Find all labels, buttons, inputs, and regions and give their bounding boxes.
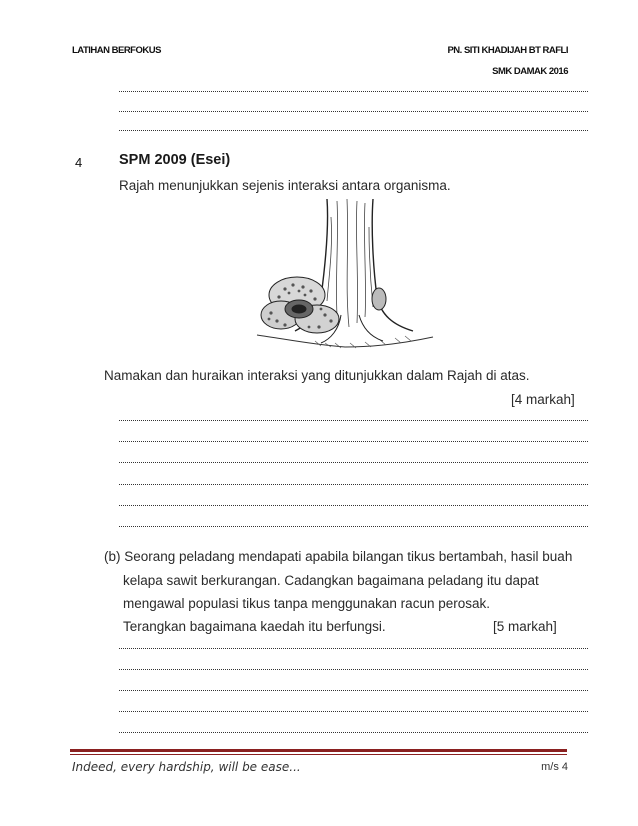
answer-line: [119, 690, 588, 691]
footer-rule-thin: [70, 754, 567, 755]
answer-line: [119, 441, 588, 442]
part-b-marks: [5 markah]: [493, 619, 557, 634]
part-a-prompt: Namakan dan huraikan interaksi yang ditunjukkan dalam Rajah di atas.: [104, 368, 530, 383]
answer-line: [119, 130, 588, 131]
part-b-line2: kelapa sawit berkurangan. Cadangkan bagaimana peladang itu dapat: [123, 573, 539, 588]
part-b-line1: (b) Seorang peladang mendapati apabila bilangan tikus bertambah, hasil buah: [104, 549, 573, 564]
answer-line: [119, 484, 588, 485]
tree-rafflesia-diagram: [255, 197, 435, 365]
answer-line: [119, 526, 588, 527]
answer-line: [119, 711, 588, 712]
answer-line: [119, 91, 588, 92]
answer-line: [119, 732, 588, 733]
footer-quote: Indeed, every hardship, will be ease...: [72, 760, 301, 774]
question-number: 4: [75, 155, 83, 170]
answer-line: [119, 111, 588, 112]
part-b-line4: Terangkan bagaimana kaedah itu berfungsi.: [123, 619, 386, 634]
header-left-title: LATIHAN BERFOKUS: [72, 45, 161, 56]
header-author: PN. SITI KHADIJAH BT RAFLI: [447, 45, 568, 56]
question-title: SPM 2009 (Esei): [119, 152, 231, 168]
answer-line: [119, 648, 588, 649]
answer-line: [119, 669, 588, 670]
answer-line: [119, 505, 588, 506]
header-school: SMK DAMAK 2016: [492, 66, 568, 77]
answer-line: [119, 420, 588, 421]
page-number: m/s 4: [541, 761, 568, 773]
answer-line: [119, 462, 588, 463]
part-a-marks: [4 markah]: [511, 392, 575, 407]
footer-rule: [70, 749, 567, 752]
part-b-line3: mengawal populasi tikus tanpa menggunakan racun perosak.: [123, 596, 490, 611]
question-intro: Rajah menunjukkan sejenis interaksi antara organisma.: [119, 178, 451, 193]
